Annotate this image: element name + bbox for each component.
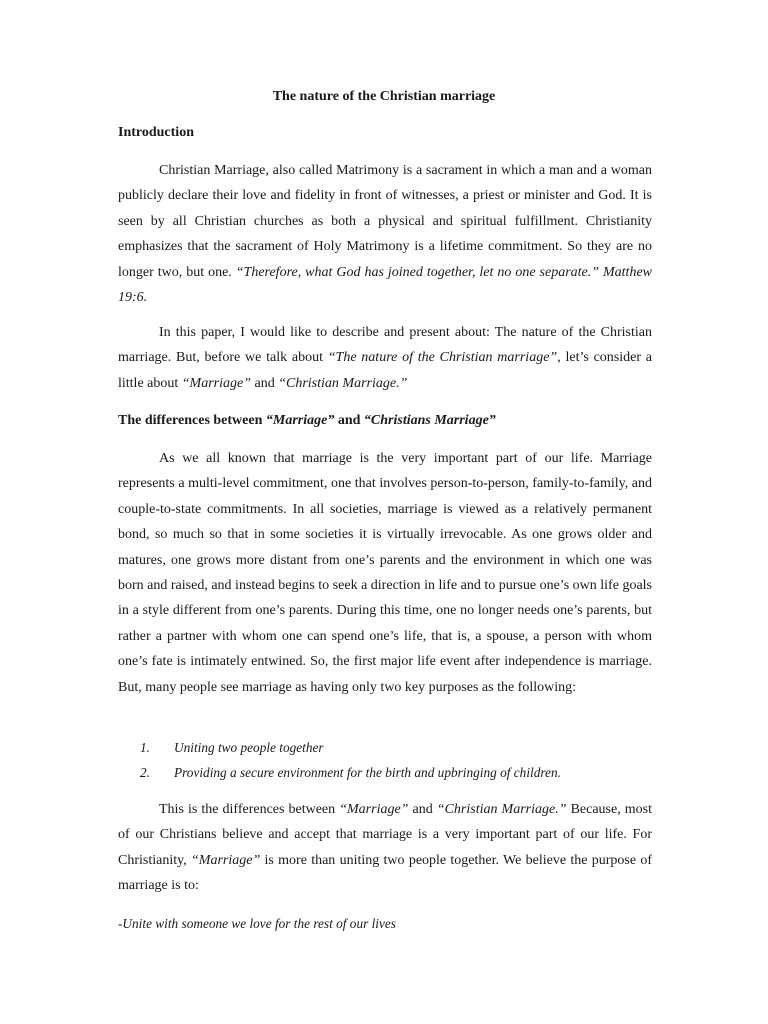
purpose-line: -Unite with someone we love for the rest of our lives xyxy=(118,916,396,931)
paragraph-christian-view-text-4: is more than uniting two people together. We believe the purpose of marriage is to: xyxy=(118,852,653,894)
paragraph-marriage-commitment: As we all known that marriage is the very important part of our life. Marriage represents a multi-level commitment, one that involves person-to-person, family-to-family, and couple-to-state commitments. In all societies, marriage is viewed as a relatively permanent bond, so much so that in some societies it is virtually irrevocable. As one grows older and matures, one grows more distant from one’s parents and the environment in which one was born and raised, and instead begins to seek a direction in life and to pursue one’s own life goals in a style different from one’s parents. During this time, one no longer needs one’s parents, but rather a partner with whom one can spend one’s life, that is, a spouse, a person with whom one’s fate is intimately entwined. So, the first major life event after independence is marriage. But, many people see marriage as having only two key purposes as the following: xyxy=(118,451,652,695)
document-title: The nature of the Christian marriage xyxy=(272,89,496,104)
paragraph-purpose xyxy=(118,320,652,396)
bible-quote: “Therefore, what God has joined together, let no one separate.” Matthew 19:6. xyxy=(118,264,652,306)
differences-heading-quote-2: “Christians Marriage” xyxy=(363,413,496,428)
paragraph-christian-view-text-3: Because, most of our Christians believe and accept that marriage is a very important part of our life. For Christianity, xyxy=(118,802,652,868)
paragraph-christian-view-quote-2: “Christian Marriage.” xyxy=(436,802,567,817)
list-item-text: Uniting two people together xyxy=(174,740,324,755)
differences-heading-quote-1: “Marriage” xyxy=(265,413,335,428)
list-item-number: 1. xyxy=(140,740,150,755)
paragraph-purpose-quote-1: “The nature of the Christian marriage” xyxy=(327,350,558,366)
differences-heading-text-1: The differences between xyxy=(118,413,266,428)
paragraph-christian-view xyxy=(118,797,652,899)
list-item-number: 2. xyxy=(140,764,150,780)
paragraph-purpose-text-1: In this paper, I would like to describe and present about: The nature of the Christian marriage. But, before we talk about xyxy=(118,325,652,366)
section-heading-introduction: Introduction xyxy=(118,125,194,140)
differences-heading-text-2: and xyxy=(334,413,364,428)
list-item xyxy=(118,761,652,786)
paragraph-christian-view-quote-3: “Marriage” xyxy=(191,852,261,868)
paragraph-christian-view-text-2: and xyxy=(408,802,437,817)
section-heading-differences xyxy=(118,411,652,431)
paragraph-purpose-quote-3: “Christian Marriage.” xyxy=(278,375,408,391)
paragraph-intro xyxy=(118,158,652,310)
paragraph-purpose-text-3: and xyxy=(251,375,279,391)
paragraph-purpose-quote-2: “Marriage” xyxy=(181,375,251,391)
purposes-list xyxy=(118,736,652,785)
paragraph-intro-text: Christian Marriage, also called Matrimony is a sacrament in which a man and a woman publicly declare their love and fidelity in front of witnesses, a priest or minister and God. It is seen by all Christian churches as both a physical and spiritual fulfillment. Christianity emphasizes that the sacrament of Holy Matrimony is a lifetime commitment. So they are no longer two, but one. xyxy=(118,163,652,280)
paragraph-christian-view-text-1: This is the differences between xyxy=(159,802,340,817)
paragraph-purpose-text-2: , let’s consider a little about xyxy=(118,350,652,391)
list-item-text: Providing a secure environment for the birth and upbringing of children. xyxy=(174,764,561,780)
list-item xyxy=(118,736,652,761)
paragraph-christian-view-quote-1: “Marriage” xyxy=(339,802,409,817)
